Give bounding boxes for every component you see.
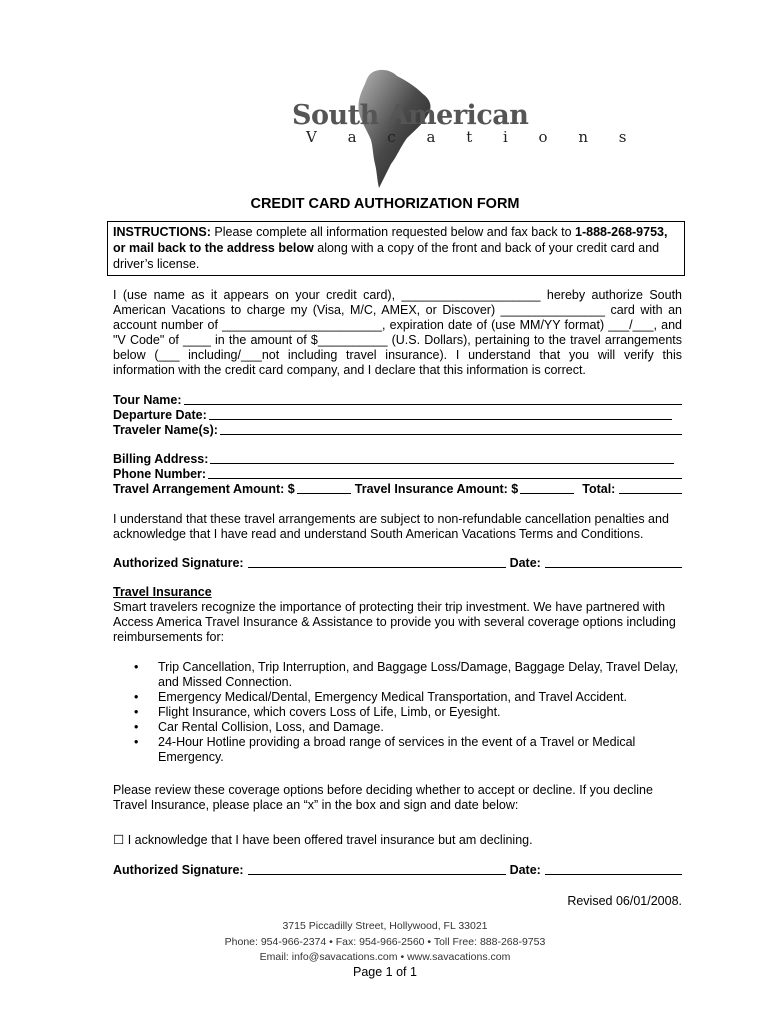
- coverage-list: [113, 660, 682, 765]
- phone-number-label: Phone Number:: [113, 467, 207, 481]
- insurance-amount-label: Travel Insurance Amount: $: [354, 482, 519, 496]
- departure-date-label: Departure Date:: [113, 408, 207, 422]
- page-number: Page 1 of 1: [353, 965, 417, 979]
- instructions-label: INSTRUCTIONS:: [113, 225, 211, 239]
- traveler-names-label: Traveler Name(s):: [113, 423, 218, 437]
- footer-web: www.savacations.com: [407, 951, 511, 963]
- bullet-icon: •: [400, 951, 405, 963]
- footer-contact: [0, 934, 770, 950]
- date-label: Date:: [509, 863, 541, 877]
- tour-name-field[interactable]: [113, 393, 682, 408]
- travel-amount-label: Travel Arrangement Amount: $: [113, 482, 295, 496]
- company-logo-tagline: V a c a t i o n s: [306, 128, 640, 146]
- form-title: CREDIT CARD AUTHORIZATION FORM: [250, 196, 520, 212]
- footer-tollfree: Toll Free: 888-268-9753: [433, 936, 546, 948]
- footer-online: [0, 949, 770, 965]
- decline-text: I acknowledge that I have been offered travel insurance but am declining.: [124, 833, 533, 847]
- list-item: • Emergency Medical/Dental, Emergency Medical Transportation, and Travel Accident.: [113, 690, 682, 705]
- list-item: • Trip Cancellation, Trip Interruption, and Baggage Loss/Damage, Baggage Delay, Travel Delay, and Missed Connection.: [113, 660, 682, 690]
- signature-label: Authorized Signature:: [113, 863, 244, 877]
- insurance-amount-field[interactable]: [520, 492, 574, 494]
- footer-email: Email: info@savacations.com: [259, 951, 398, 963]
- decline-checkbox[interactable]: ☐: [113, 833, 125, 847]
- tour-name-label: Tour Name:: [113, 393, 182, 407]
- signature-row-2: [113, 863, 682, 878]
- instructions-box: [107, 221, 685, 276]
- amounts-row: [113, 482, 682, 497]
- billing-address-label: Billing Address:: [113, 452, 209, 466]
- footer-fax: Fax: 954-966-2560: [335, 936, 425, 948]
- insurance-review-text: Please review these coverage options before deciding whether to accept or decline. If you decline Travel Insurance, please place an “x” in the box and sign and date below:: [113, 783, 653, 812]
- list-item: • Flight Insurance, which covers Loss of Life, Limb, or Eyesight.: [113, 705, 682, 720]
- date-field-2[interactable]: [545, 873, 682, 875]
- signature-row-1: [113, 556, 682, 571]
- instructions-text-end: along with a copy of the front and back of your credit card and driver’s license.: [113, 241, 660, 271]
- travel-insurance-heading: Travel Insurance: [113, 585, 212, 599]
- traveler-names-field[interactable]: [113, 423, 682, 438]
- instructions-text: Please complete all information requested below and fax back to: [210, 225, 576, 239]
- signature-field-2[interactable]: [248, 873, 506, 875]
- revised-date: Revised 06/01/2008.: [567, 894, 682, 908]
- list-item: • 24-Hour Hotline providing a broad range of services in the event of a Travel or Medical Emergency.: [113, 735, 682, 765]
- authorization-paragraph: I (use name as it appears on your credit card), ____________________ hereby authorize South American Vacations to charge my (Visa, M/C, AMEX, or Discover) _______________ card with an account number of _______________________, expiration date of (use MM/YY format) ___/___, and "V Code" of ____ in the amount of $__________ (U.S. Dollars), pertaining to the travel arrangements below (___ including/___not including travel insurance). I understand that you will verify this information with the credit card company, and I declare that this information is correct.: [113, 288, 682, 377]
- signature-label: Authorized Signature:: [113, 556, 244, 570]
- bullet-icon: •: [329, 936, 333, 948]
- phone-number-field[interactable]: [113, 467, 682, 482]
- company-logo-name: South American: [292, 100, 529, 131]
- list-item: • Car Rental Collision, Loss, and Damage.: [113, 720, 682, 735]
- footer-address: 3715 Piccadilly Street, Hollywood, FL 33021: [282, 920, 488, 932]
- terms-acknowledgement: I understand that these travel arrangements are subject to non-refundable cancellation penalties and acknowledge that I have read and understand South American Vacations Terms and Conditions.: [113, 512, 669, 541]
- travel-insurance-intro: Smart travelers recognize the importance of protecting their trip investment. We have partnered with Access America Travel Insurance & Assistance to provide you with several coverage options including reimbursements for:: [113, 600, 676, 644]
- date-field-1[interactable]: [545, 566, 682, 568]
- date-label: Date:: [509, 556, 541, 570]
- bullet-icon: •: [427, 936, 432, 948]
- instructions-fax: 1-888-268-9753, or mail back to the address below: [113, 225, 668, 255]
- billing-address-field[interactable]: [113, 452, 682, 467]
- departure-date-field[interactable]: [113, 408, 682, 423]
- total-field[interactable]: [619, 492, 682, 494]
- decline-row: [113, 833, 682, 848]
- total-label: Total:: [582, 482, 616, 496]
- signature-field-1[interactable]: [248, 566, 506, 568]
- travel-amount-field[interactable]: [297, 492, 351, 494]
- footer-phone: Phone: 954-966-2374: [224, 936, 327, 948]
